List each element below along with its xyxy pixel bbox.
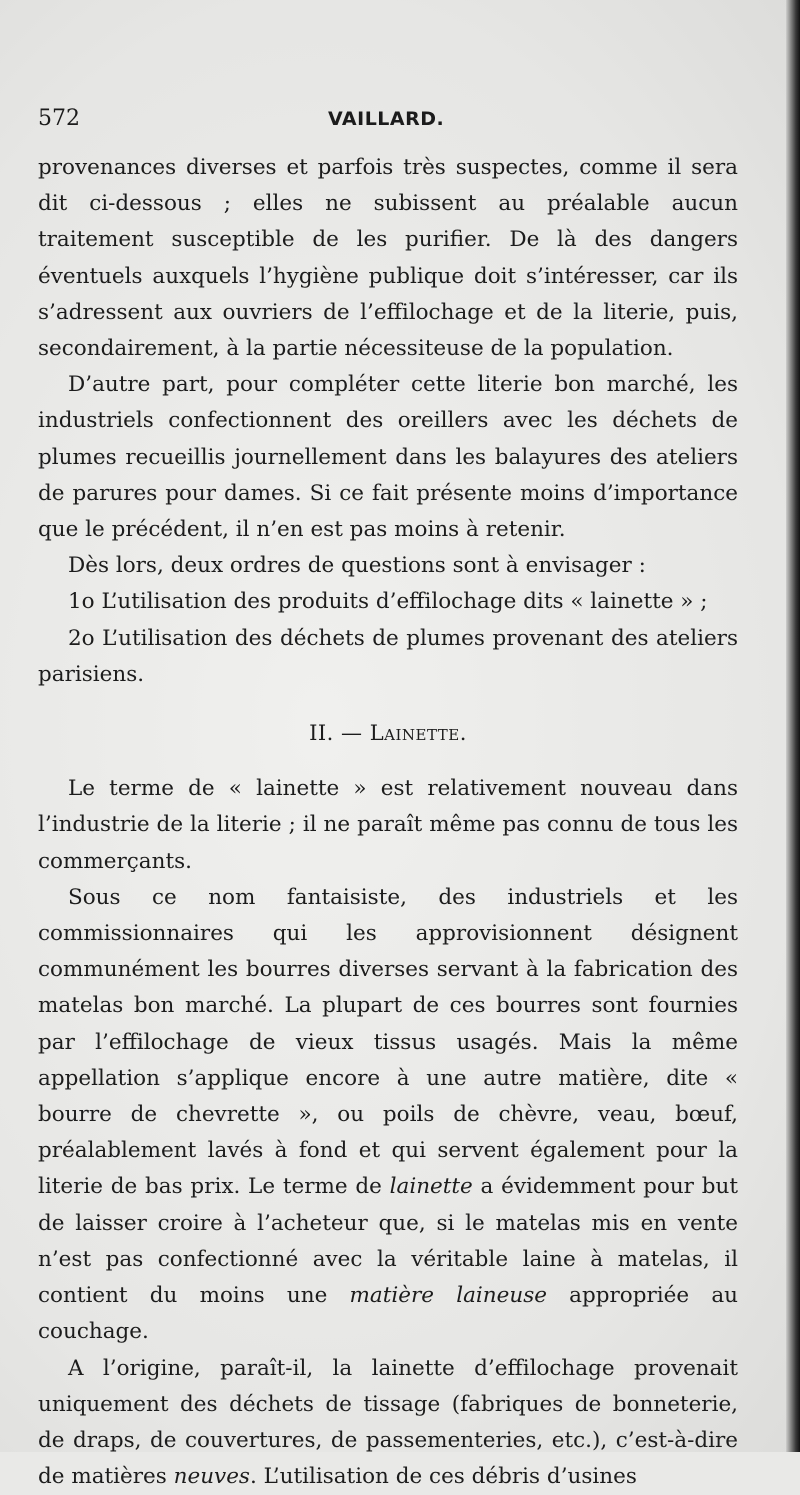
paragraph-5: 2o L’utilisation des déchets de plumes provenant des ateliers parisiens. xyxy=(38,621,738,693)
page-number: 572 xyxy=(38,106,80,131)
paragraph-1: provenances diverses et parfois très suspectes, comme il sera dit ci-dessous ; elles ne subissent au préalable aucun traitement susceptible de les purifier. De là des dangers éventuels auxquels l’hygiène publique doit s’intéresser, car ils s’adressent aux ouvriers de l’effilochage et de la literie, puis, secondairement, à la partie nécessiteuse de la population. xyxy=(38,150,738,367)
paragraph-2: D’autre part, pour compléter cette literie bon marché, les industriels confectionnent des oreillers avec les déchets de plumes recueillis journellement dans les balayures des ateliers de parures pour dames. Si ce fait présente moins d’importance que le précédent, il n’en est pas moins à retenir. xyxy=(38,367,738,548)
paragraph-7-part-a: Sous ce nom fantaisiste, des industriels et les commissionnaires qui les approvisionnent désignent communément les bourres diverses servant à la fabrication des matelas bon marché. La plupart de ces bourres sont fournies par l’effilochage de vieux tissus usagés. Mais la même appellation s’applique encore à une autre matière, dite « bourre de chevrette », ou poils de chèvre, veau, bœuf, préalablement lavés à fond et qui servent également pour la literie de bas prix. Le terme de xyxy=(38,885,738,1200)
paragraph-7-part-c: appropriée au couchage. xyxy=(38,1283,738,1344)
paragraph-8-part-a: A l’origine, paraît-il, la lainette d’effilochage provenait uniquement des déchets de tissage (fabriques de bonneterie, de draps, de couvertures, de passementeries, etc.), c’est-à-dire de matières xyxy=(38,1356,738,1490)
paragraph-6: Le terme de « lainette » est relativement nouveau dans l’industrie de la literie ; il ne paraît même pas connu de tous les commerçants. xyxy=(38,771,738,880)
paragraph-3: Dès lors, deux ordres de questions sont à envisager : xyxy=(38,548,738,584)
page-edge-shadow xyxy=(786,0,800,1452)
paragraph-8-emphasis: neuves xyxy=(174,1464,250,1489)
paragraph-8-part-b: . L’utilisation de ces débris d’usines xyxy=(250,1464,637,1489)
page-header xyxy=(38,106,738,140)
paragraph-7-part-b: a évidemment pour but de laisser croire à l’acheteur que, si le matelas mis en vente n’est pas confectionné avec la véritable laine à matelas, il contient du moins une xyxy=(38,1174,738,1308)
running-head: VAILLARD. xyxy=(328,108,444,130)
paragraph-7-emphasis-1: lainette xyxy=(390,1174,473,1199)
paragraph-4: 1o L’utilisation des produits d’effilochage dits « lainette » ; xyxy=(38,584,738,620)
paragraph-7-emphasis-2: matière laineuse xyxy=(350,1283,547,1308)
paragraph-7 xyxy=(38,880,738,1351)
section-title: II. — Lainette. xyxy=(38,715,738,751)
paragraph-8 xyxy=(38,1351,738,1495)
body-text xyxy=(38,150,738,1495)
